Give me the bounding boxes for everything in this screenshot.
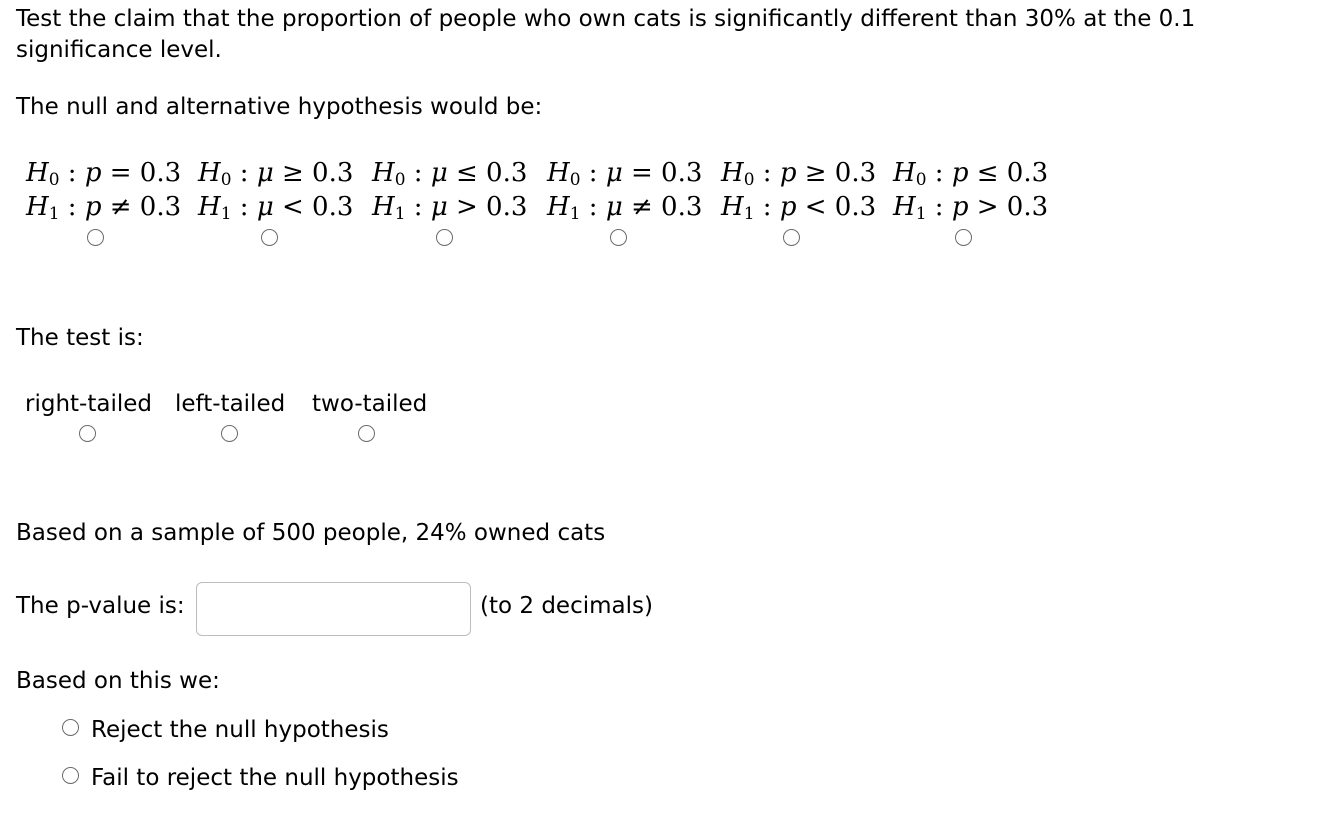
hypothesis-option-2	[198, 156, 353, 224]
hypothesis-radio-2[interactable]	[261, 229, 278, 246]
pvalue-label: The p-value is:	[16, 593, 185, 619]
hypothesis-option-6	[893, 156, 1048, 224]
pvalue-hint: (to 2 decimals)	[480, 593, 653, 619]
h1-line: $H_1$ : μ > 0.3	[372, 192, 528, 224]
h0-line: $H_0$ : p ≥ 0.3	[721, 158, 877, 190]
hypothesis-radio-4[interactable]	[610, 229, 627, 246]
fail-to-reject-label[interactable]: Fail to reject the null hypothesis	[91, 765, 459, 791]
left-tailed-radio[interactable]	[221, 425, 238, 442]
decision-label: Based on this we:	[16, 668, 220, 694]
sample-text: Based on a sample of 500 people, 24% owned cats	[16, 520, 606, 546]
pvalue-input[interactable]	[196, 582, 471, 636]
hypothesis-option-5	[721, 156, 876, 224]
hypothesis-radio-3[interactable]	[436, 229, 453, 246]
right-tailed-radio[interactable]	[79, 425, 96, 442]
reject-radio[interactable]	[62, 719, 79, 736]
right-tailed-label: right-tailed	[25, 391, 152, 417]
hypothesis-option-3	[372, 156, 527, 224]
hypothesis-option-4	[547, 156, 702, 224]
reject-label[interactable]: Reject the null hypothesis	[91, 717, 389, 743]
test-label: The test is:	[16, 325, 144, 351]
h1-line: $H_1$ : p < 0.3	[721, 192, 877, 224]
h1-line: $H_1$ : p ≠ 0.3	[26, 192, 182, 224]
fail-to-reject-radio[interactable]	[62, 767, 79, 784]
two-tailed-label: two-tailed	[312, 391, 428, 417]
hypothesis-option-1	[26, 156, 181, 224]
left-tailed-label: left-tailed	[175, 391, 286, 417]
h0-line: $H_0$ : p ≤ 0.3	[893, 158, 1049, 190]
h1-line: $H_1$ : μ ≠ 0.3	[547, 192, 703, 224]
h0-line: $H_0$ : μ ≤ 0.3	[372, 158, 528, 190]
two-tailed-radio[interactable]	[358, 425, 375, 442]
hypotheses-label: The null and alternative hypothesis would be:	[16, 94, 543, 120]
h0-line: $H_0$ : μ ≥ 0.3	[198, 158, 354, 190]
hypothesis-radio-5[interactable]	[783, 229, 800, 246]
h1-line: $H_1$ : μ < 0.3	[198, 192, 354, 224]
h1-line: $H_1$ : p > 0.3	[893, 192, 1049, 224]
h0-line: $H_0$ : p = 0.3	[26, 158, 182, 190]
hypothesis-radio-6[interactable]	[955, 229, 972, 246]
h0-line: $H_0$ : μ = 0.3	[547, 158, 703, 190]
question-text: Test the claim that the proportion of people who own cats is significantly different than 30% at the 0.1 significance level.	[16, 6, 1196, 63]
hypothesis-radio-1[interactable]	[87, 229, 104, 246]
